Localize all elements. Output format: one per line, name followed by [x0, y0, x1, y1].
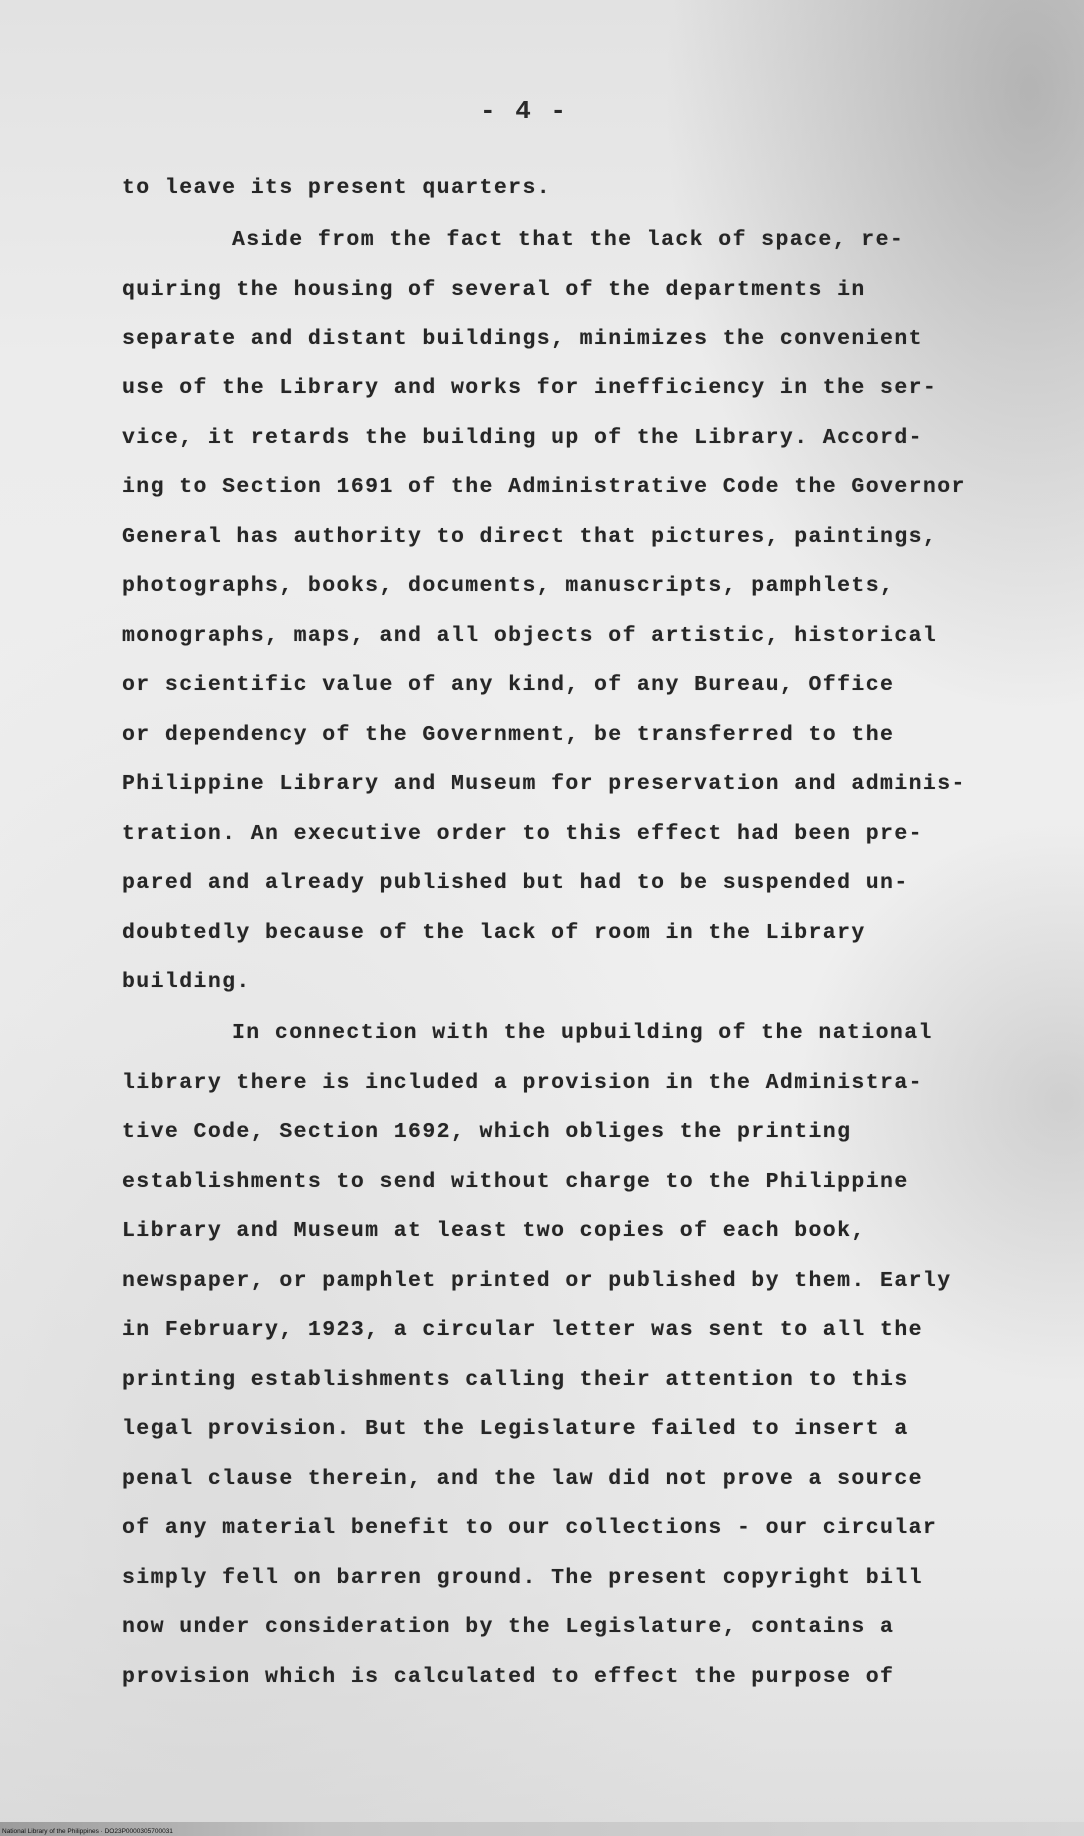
text-line: separate and distant buildings, minimizes the convenient	[122, 327, 923, 351]
text-line: pared and already published but had to be suspended un-	[122, 871, 909, 895]
scan-caption: National Library of the Philippines · DO23P0000305700031	[2, 1828, 173, 1835]
text-line: General has authority to direct that pictures, paintings,	[122, 525, 938, 549]
text-line: ing to Section 1691 of the Administrative Code the Governor	[122, 475, 966, 499]
text-line: or scientific value of any kind, of any Bureau, Office	[122, 673, 895, 697]
text-line: use of the Library and works for inefficiency in the ser-	[122, 376, 938, 400]
text-line: penal clause therein, and the law did not prove a source	[122, 1467, 923, 1491]
text-line: provision which is calculated to effect the purpose of	[122, 1665, 895, 1689]
text-line: to leave its present quarters.	[122, 176, 552, 200]
text-line: quiring the housing of several of the departments in	[122, 278, 866, 302]
text-line: printing establishments calling their attention to this	[122, 1368, 909, 1392]
scan-footer	[0, 1822, 1084, 1836]
text-line: newspaper, or pamphlet printed or published by them. Early	[122, 1269, 952, 1293]
text-line: legal provision. But the Legislature failed to insert a	[122, 1417, 909, 1441]
text-line: library there is included a provision in the Administra-	[122, 1071, 923, 1095]
text-line: tration. An executive order to this effect had been pre-	[122, 822, 923, 846]
text-line: in February, 1923, a circular letter was sent to all the	[122, 1318, 923, 1342]
text-line: doubtedly because of the lack of room in the Library	[122, 921, 866, 945]
text-line: establishments to send without charge to the Philippine	[122, 1170, 909, 1194]
text-line: vice, it retards the building up of the Library. Accord-	[122, 426, 923, 450]
text-line: simply fell on barren ground. The present copyright bill	[122, 1566, 923, 1590]
text-line: Library and Museum at least two copies of each book,	[122, 1219, 866, 1243]
text-line: now under consideration by the Legislature, contains a	[122, 1615, 895, 1639]
text-line: photographs, books, documents, manuscripts, pamphlets,	[122, 574, 895, 598]
text-line: tive Code, Section 1692, which obliges the printing	[122, 1120, 852, 1144]
paragraph-start-line: Aside from the fact that the lack of space, re-	[232, 228, 905, 252]
paragraph-start-line: In connection with the upbuilding of the national	[232, 1021, 933, 1045]
text-line: or dependency of the Government, be transferred to the	[122, 723, 895, 747]
page-number: - 4 -	[480, 96, 569, 126]
text-line: Philippine Library and Museum for preservation and adminis-	[122, 772, 966, 796]
text-line: building.	[122, 970, 251, 994]
text-line: of any material benefit to our collections - our circular	[122, 1516, 938, 1540]
text-line: monographs, maps, and all objects of artistic, historical	[122, 624, 938, 648]
